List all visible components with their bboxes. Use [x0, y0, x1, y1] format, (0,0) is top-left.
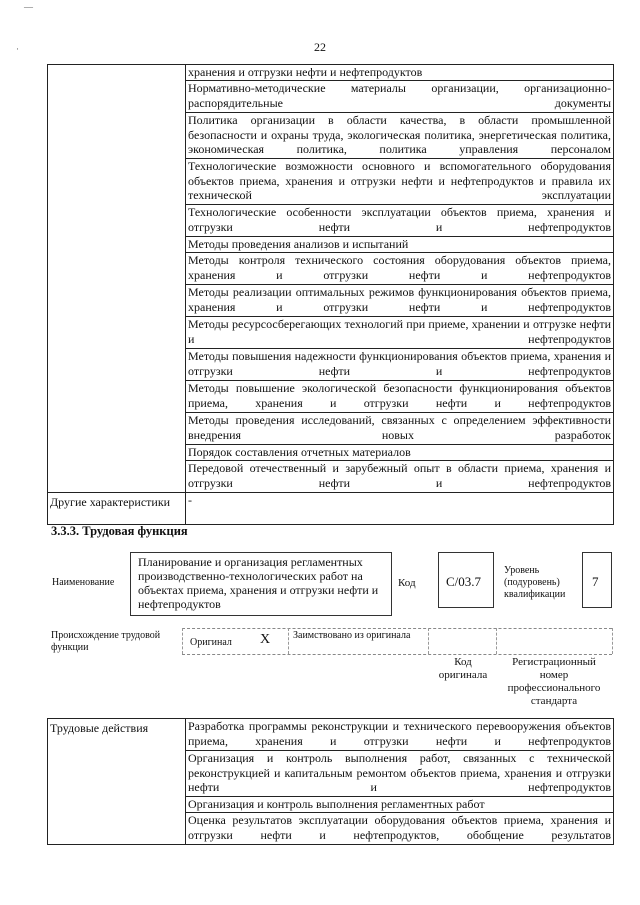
page-number: 22 — [314, 40, 326, 54]
origin-divider — [428, 628, 429, 654]
origin-divider — [288, 628, 289, 654]
borrowed-label: Заимствовано из оригинала — [293, 630, 411, 641]
knowledge-row: Методы контроля технического состояния оборудования объектов приема, хранения и отгрузки нефти и нефтепродуктов — [186, 253, 614, 285]
knowledge-row: Методы ресурсосберегающих технологий при приеме, хранении и отгрузке нефти и нефтепродуктов — [186, 317, 614, 349]
knowledge-table — [47, 64, 614, 525]
knowledge-row: Методы проведения анализов и испытаний — [186, 237, 614, 253]
margin-mark: · — [16, 44, 19, 54]
knowledge-row: Методы повышение экологической безопасности функционирования объектов приема, хранения и отгрузки нефти и нефтепродуктов — [186, 381, 614, 413]
original-label: Оригинал — [190, 637, 232, 648]
knowledge-row: Нормативно-методические материалы организации, организационно-распорядительные документы — [186, 81, 614, 113]
origin-label: Происхождение трудовой функции — [51, 630, 161, 653]
knowledge-row: Порядок составления отчетных материалов — [186, 445, 614, 461]
knowledge-row: Методы проведения исследований, связанных с определением эффективности внедрения новых разработок — [186, 413, 614, 445]
action-row: Организация и контроль выполнения регламентных работ — [186, 797, 614, 813]
labor-actions-table — [47, 718, 614, 845]
function-name-value: Планирование и организация регламентных производственно-технологических работ на объектах приема, хранения и отгрузки нефти и нефтепродуктов — [138, 555, 379, 611]
original-mark: X — [260, 632, 271, 647]
knowledge-row: Методы повышения надежности функционирования объектов приема, хранения и отгрузки нефти и нефтепродуктов — [186, 349, 614, 381]
other-characteristics-label: Другие характеристики — [48, 493, 186, 525]
origin-divider — [612, 628, 613, 654]
knowledge-row: Методы реализации оптимальных режимов функционирования объектов приема, хранения и отгрузки нефти и нефтепродуктов — [186, 285, 614, 317]
action-row: Оценка результатов эксплуатации оборудования объектов приема, хранения и отгрузки нефти и нефтепродуктов, обобщение результатов — [186, 813, 614, 845]
knowledge-row: Передовой отечественный и зарубежный опыт в области приема, хранения и отгрузки нефти и нефтепродуктов — [186, 461, 614, 493]
registration-number-caption: Регистрационный номер профессионального стандарта — [507, 656, 601, 707]
knowledge-label-cell — [48, 65, 186, 493]
name-label: Наименование — [52, 577, 115, 588]
code-original-caption: Код оригинала — [438, 656, 488, 681]
margin-mark: — — [24, 2, 33, 12]
other-characteristics-value: - — [186, 493, 614, 525]
knowledge-row: хранения и отгрузки нефти и нефтепродуктов — [186, 65, 614, 81]
knowledge-row: Технологические особенности эксплуатации объектов приема, хранения и отгрузки нефти и нефтепродуктов — [186, 205, 614, 237]
origin-line-bottom — [182, 654, 612, 655]
origin-line-top — [182, 628, 612, 629]
level-label: Уровень (подуровень) квалификации — [504, 565, 566, 600]
knowledge-row: Технологические возможности основного и вспомогательного оборудования объектов приема, хранения и отгрузки нефти и нефтепродуктов и правила их технической эксплуатации — [186, 159, 614, 205]
action-row: Разработка программы реконструкции и технического перевооружения объектов приема, хранения и отгрузки нефти и нефтепродуктов — [186, 719, 614, 751]
labor-actions-label: Трудовые действия — [48, 719, 186, 845]
origin-divider — [496, 628, 497, 654]
action-row: Организация и контроль выполнения работ, связанных с технической реконструкцией и капитальным ремонтом объектов приема, хранения и отгрузки нефти и нефтепродуктов — [186, 751, 614, 797]
knowledge-row: Политика организации в области качества, в области промышленной безопасности и охраны труда, экологическая политика, энергетическая политика, экономическая политика, политика управления персоналом — [186, 113, 614, 159]
level-value: 7 — [592, 574, 599, 589]
origin-divider — [182, 628, 183, 654]
code-label: Код — [398, 577, 416, 589]
section-title: 3.3.3. Трудовая функция — [51, 524, 188, 538]
function-code-value: C/03.7 — [446, 574, 482, 589]
